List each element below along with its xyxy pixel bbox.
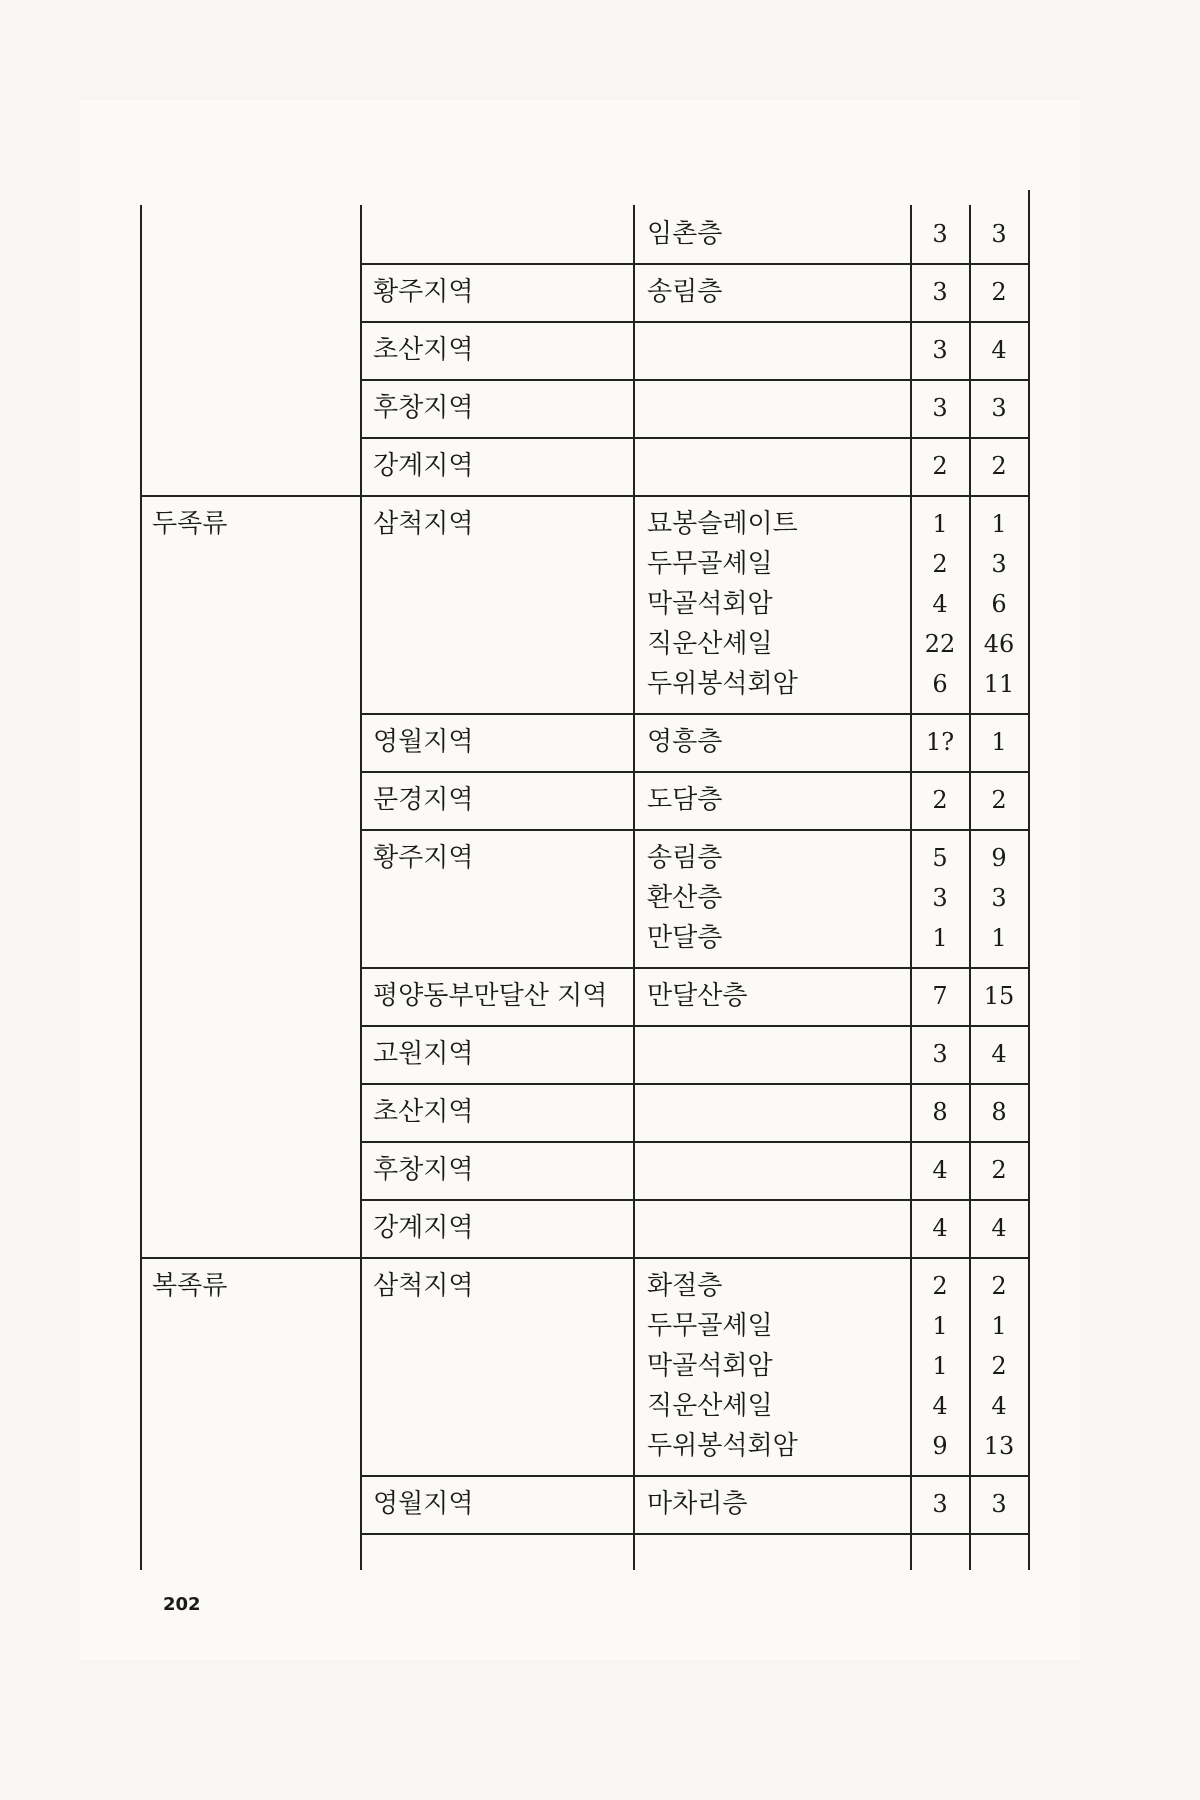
count-b-value: 6: [991, 590, 1007, 618]
strata-column-rule: [633, 205, 635, 1570]
region-label: 초산지역: [373, 335, 474, 365]
count-a-value: 1: [932, 1352, 948, 1380]
row-divider-rule: [360, 967, 1030, 969]
stratum-label: 두위봉석회암: [647, 1431, 798, 1461]
region-label: 평양동부만달산 지역: [373, 981, 608, 1011]
region-label: 문경지역: [373, 785, 474, 815]
count-a-value: 5: [932, 844, 948, 872]
stratum-label: 막골석회암: [647, 1351, 773, 1381]
count-b-value: 2: [991, 1156, 1007, 1184]
region-label: 강계지역: [373, 451, 474, 481]
row-divider-rule: [360, 713, 1030, 715]
stratum-label: 마차리층: [647, 1489, 748, 1519]
count-b-value: 2: [991, 786, 1007, 814]
count-b-value: 3: [991, 884, 1007, 912]
stratum-label: 송림층: [647, 277, 723, 307]
left-border-rule: [140, 205, 142, 1570]
count-a-value: 1: [932, 1312, 948, 1340]
region-column-rule: [360, 205, 362, 1570]
count-a-value: 9: [932, 1432, 948, 1460]
count-a-value: 4: [932, 1214, 948, 1242]
count-b-value: 4: [991, 336, 1007, 364]
count-b-value: 8: [991, 1098, 1007, 1126]
count-b-value: 3: [991, 1490, 1007, 1518]
count-b-value: 2: [991, 278, 1007, 306]
right-border-rule: [1028, 190, 1030, 1570]
region-label: 후창지역: [373, 1155, 474, 1185]
count-a-value: 4: [932, 1392, 948, 1420]
row-divider-rule: [360, 379, 1030, 381]
count-a-value: 1: [932, 510, 948, 538]
stratum-label: 직운산셰일: [647, 629, 773, 659]
region-label: 영월지역: [373, 727, 474, 757]
count-b-value: 2: [991, 1272, 1007, 1300]
count-b-value: 3: [991, 394, 1007, 422]
region-label: 고원지역: [373, 1039, 474, 1069]
count-b-value: 3: [991, 550, 1007, 578]
count-a-value: 2: [932, 452, 948, 480]
count-b-value: 4: [991, 1214, 1007, 1242]
row-divider-rule: [360, 1141, 1030, 1143]
count-a-value: 7: [932, 982, 948, 1010]
region-label: 황주지역: [373, 843, 474, 873]
category-divider-rule: [140, 1257, 1030, 1259]
count-a-value: 3: [932, 278, 948, 306]
count-a-value: 3: [932, 336, 948, 364]
count-b-value: 15: [983, 982, 1015, 1010]
category-label: 두족류: [152, 509, 228, 539]
stratum-label: 화절층: [647, 1271, 723, 1301]
region-label: 영월지역: [373, 1489, 474, 1519]
stratum-label: 도담층: [647, 785, 723, 815]
count-a-value: 3: [932, 1040, 948, 1068]
count-b-value: 13: [983, 1432, 1015, 1460]
row-divider-rule: [360, 1083, 1030, 1085]
stratum-label: 임촌층: [647, 219, 723, 249]
row-divider-rule: [360, 263, 1030, 265]
stratum-label: 묘봉슬레이트: [647, 509, 798, 539]
region-label: 초산지역: [373, 1097, 474, 1127]
stratum-label: 막골석회암: [647, 589, 773, 619]
count-b-column-rule: [969, 205, 971, 1570]
stratum-label: 두위봉석회암: [647, 669, 798, 699]
row-divider-rule: [360, 829, 1030, 831]
count-b-value: 3: [991, 220, 1007, 248]
count-b-value: 2: [991, 1352, 1007, 1380]
count-a-value: 2: [932, 786, 948, 814]
count-b-value: 9: [991, 844, 1007, 872]
count-a-value: 4: [932, 590, 948, 618]
row-divider-rule: [360, 321, 1030, 323]
count-b-value: 4: [991, 1040, 1007, 1068]
stratum-label: 만달산층: [647, 981, 748, 1011]
stratum-label: 두무골셰일: [647, 549, 773, 579]
row-divider-rule: [360, 1199, 1030, 1201]
row-divider-rule: [360, 1533, 1030, 1535]
region-label: 후창지역: [373, 393, 474, 423]
count-b-value: 4: [991, 1392, 1007, 1420]
category-divider-rule: [140, 495, 1030, 497]
count-a-value: 4: [932, 1156, 948, 1184]
row-divider-rule: [360, 437, 1030, 439]
count-b-value: 1: [991, 1312, 1007, 1340]
count-a-value: 22: [924, 630, 956, 658]
count-b-value: 2: [991, 452, 1007, 480]
count-b-value: 1: [991, 510, 1007, 538]
count-a-value: 8: [932, 1098, 948, 1126]
stratum-label: 두무골셰일: [647, 1311, 773, 1341]
count-a-value: 3: [932, 394, 948, 422]
region-label: 삼척지역: [373, 1271, 474, 1301]
region-label: 강계지역: [373, 1213, 474, 1243]
region-label: 삼척지역: [373, 509, 474, 539]
count-b-value: 46: [983, 630, 1015, 658]
count-a-value: 2: [932, 1272, 948, 1300]
count-a-value: 3: [932, 220, 948, 248]
count-b-value: 1: [991, 728, 1007, 756]
count-a-value: 2: [932, 550, 948, 578]
stratum-label: 환산층: [647, 883, 723, 913]
region-label: 황주지역: [373, 277, 474, 307]
count-a-value: 6: [932, 670, 948, 698]
stratum-label: 송림층: [647, 843, 723, 873]
count-b-value: 1: [991, 924, 1007, 952]
count-a-value: 1: [932, 924, 948, 952]
count-a-value: 3: [932, 1490, 948, 1518]
count-a-value: 1?: [925, 728, 955, 756]
stratum-label: 만달층: [647, 923, 723, 953]
stratum-label: 직운산셰일: [647, 1391, 773, 1421]
stratum-label: 영흥층: [647, 727, 723, 757]
row-divider-rule: [360, 1475, 1030, 1477]
row-divider-rule: [360, 1025, 1030, 1027]
page-number: 202: [163, 1594, 201, 1615]
count-a-column-rule: [910, 205, 912, 1570]
count-b-value: 11: [983, 670, 1015, 698]
count-a-value: 3: [932, 884, 948, 912]
row-divider-rule: [360, 771, 1030, 773]
category-label: 복족류: [152, 1271, 228, 1301]
